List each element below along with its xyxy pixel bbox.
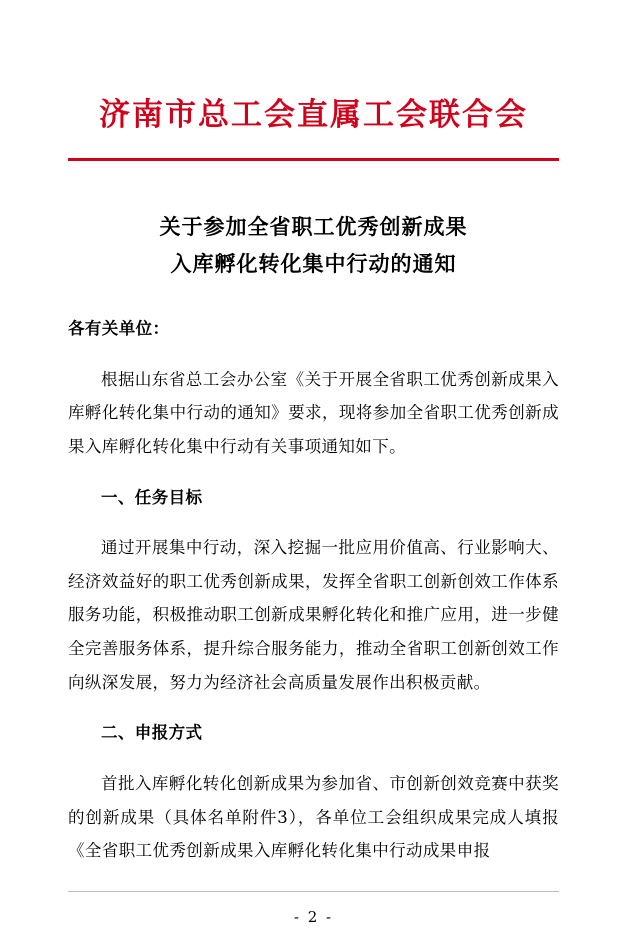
document-title-line-1: 关于参加全省职工优秀创新成果: [159, 213, 468, 239]
masthead: [68, 96, 559, 161]
document-title-line-2: 入库孵化转化集中行动的通知: [170, 250, 457, 276]
document-page: [0, 96, 627, 948]
masthead-divider: [68, 158, 559, 161]
salutation: 各有关单位：: [68, 319, 170, 339]
footer-divider: [68, 891, 559, 892]
masthead-organization-title: 济南市总工会直属工会联合会: [99, 97, 528, 133]
page-number: - 2 -: [293, 908, 334, 926]
body-paragraph-1: 根据山东省总工会办公室《关于开展全省职工优秀创新成果入库孵化转化集中行动的通知》要求，现将参加全省职工优秀创新成果入库孵化转化集中行动有关事项通知如下。: [68, 369, 559, 457]
document-body: [68, 312, 559, 868]
section-heading-2: 二、申报方式: [101, 723, 203, 743]
body-paragraph-3: 首批入库孵化转化创新成果为参加省、市创新创效竞赛中获奖的创新成果（具体名单附件3），各单位工会组织成果完成人填报《全省职工优秀创新成果入库孵化转化集中行动成果申报: [68, 773, 559, 861]
section-heading-1: 一、任务目标: [101, 487, 203, 507]
document-title: [68, 209, 559, 283]
body-paragraph-2: 通过开展集中行动，深入挖掘一批应用价值高、行业影响大、经济效益好的职工优秀创新成果，发挥全省职工创新创效工作体系服务功能，积极推动职工创新成果孵化转化和推广应用，进一步健全完善服务体系，提升综合服务能力，推动全省职工创新创效工作向纵深发展，努力为经济社会高质量发展作出积极贡献。: [68, 537, 559, 693]
